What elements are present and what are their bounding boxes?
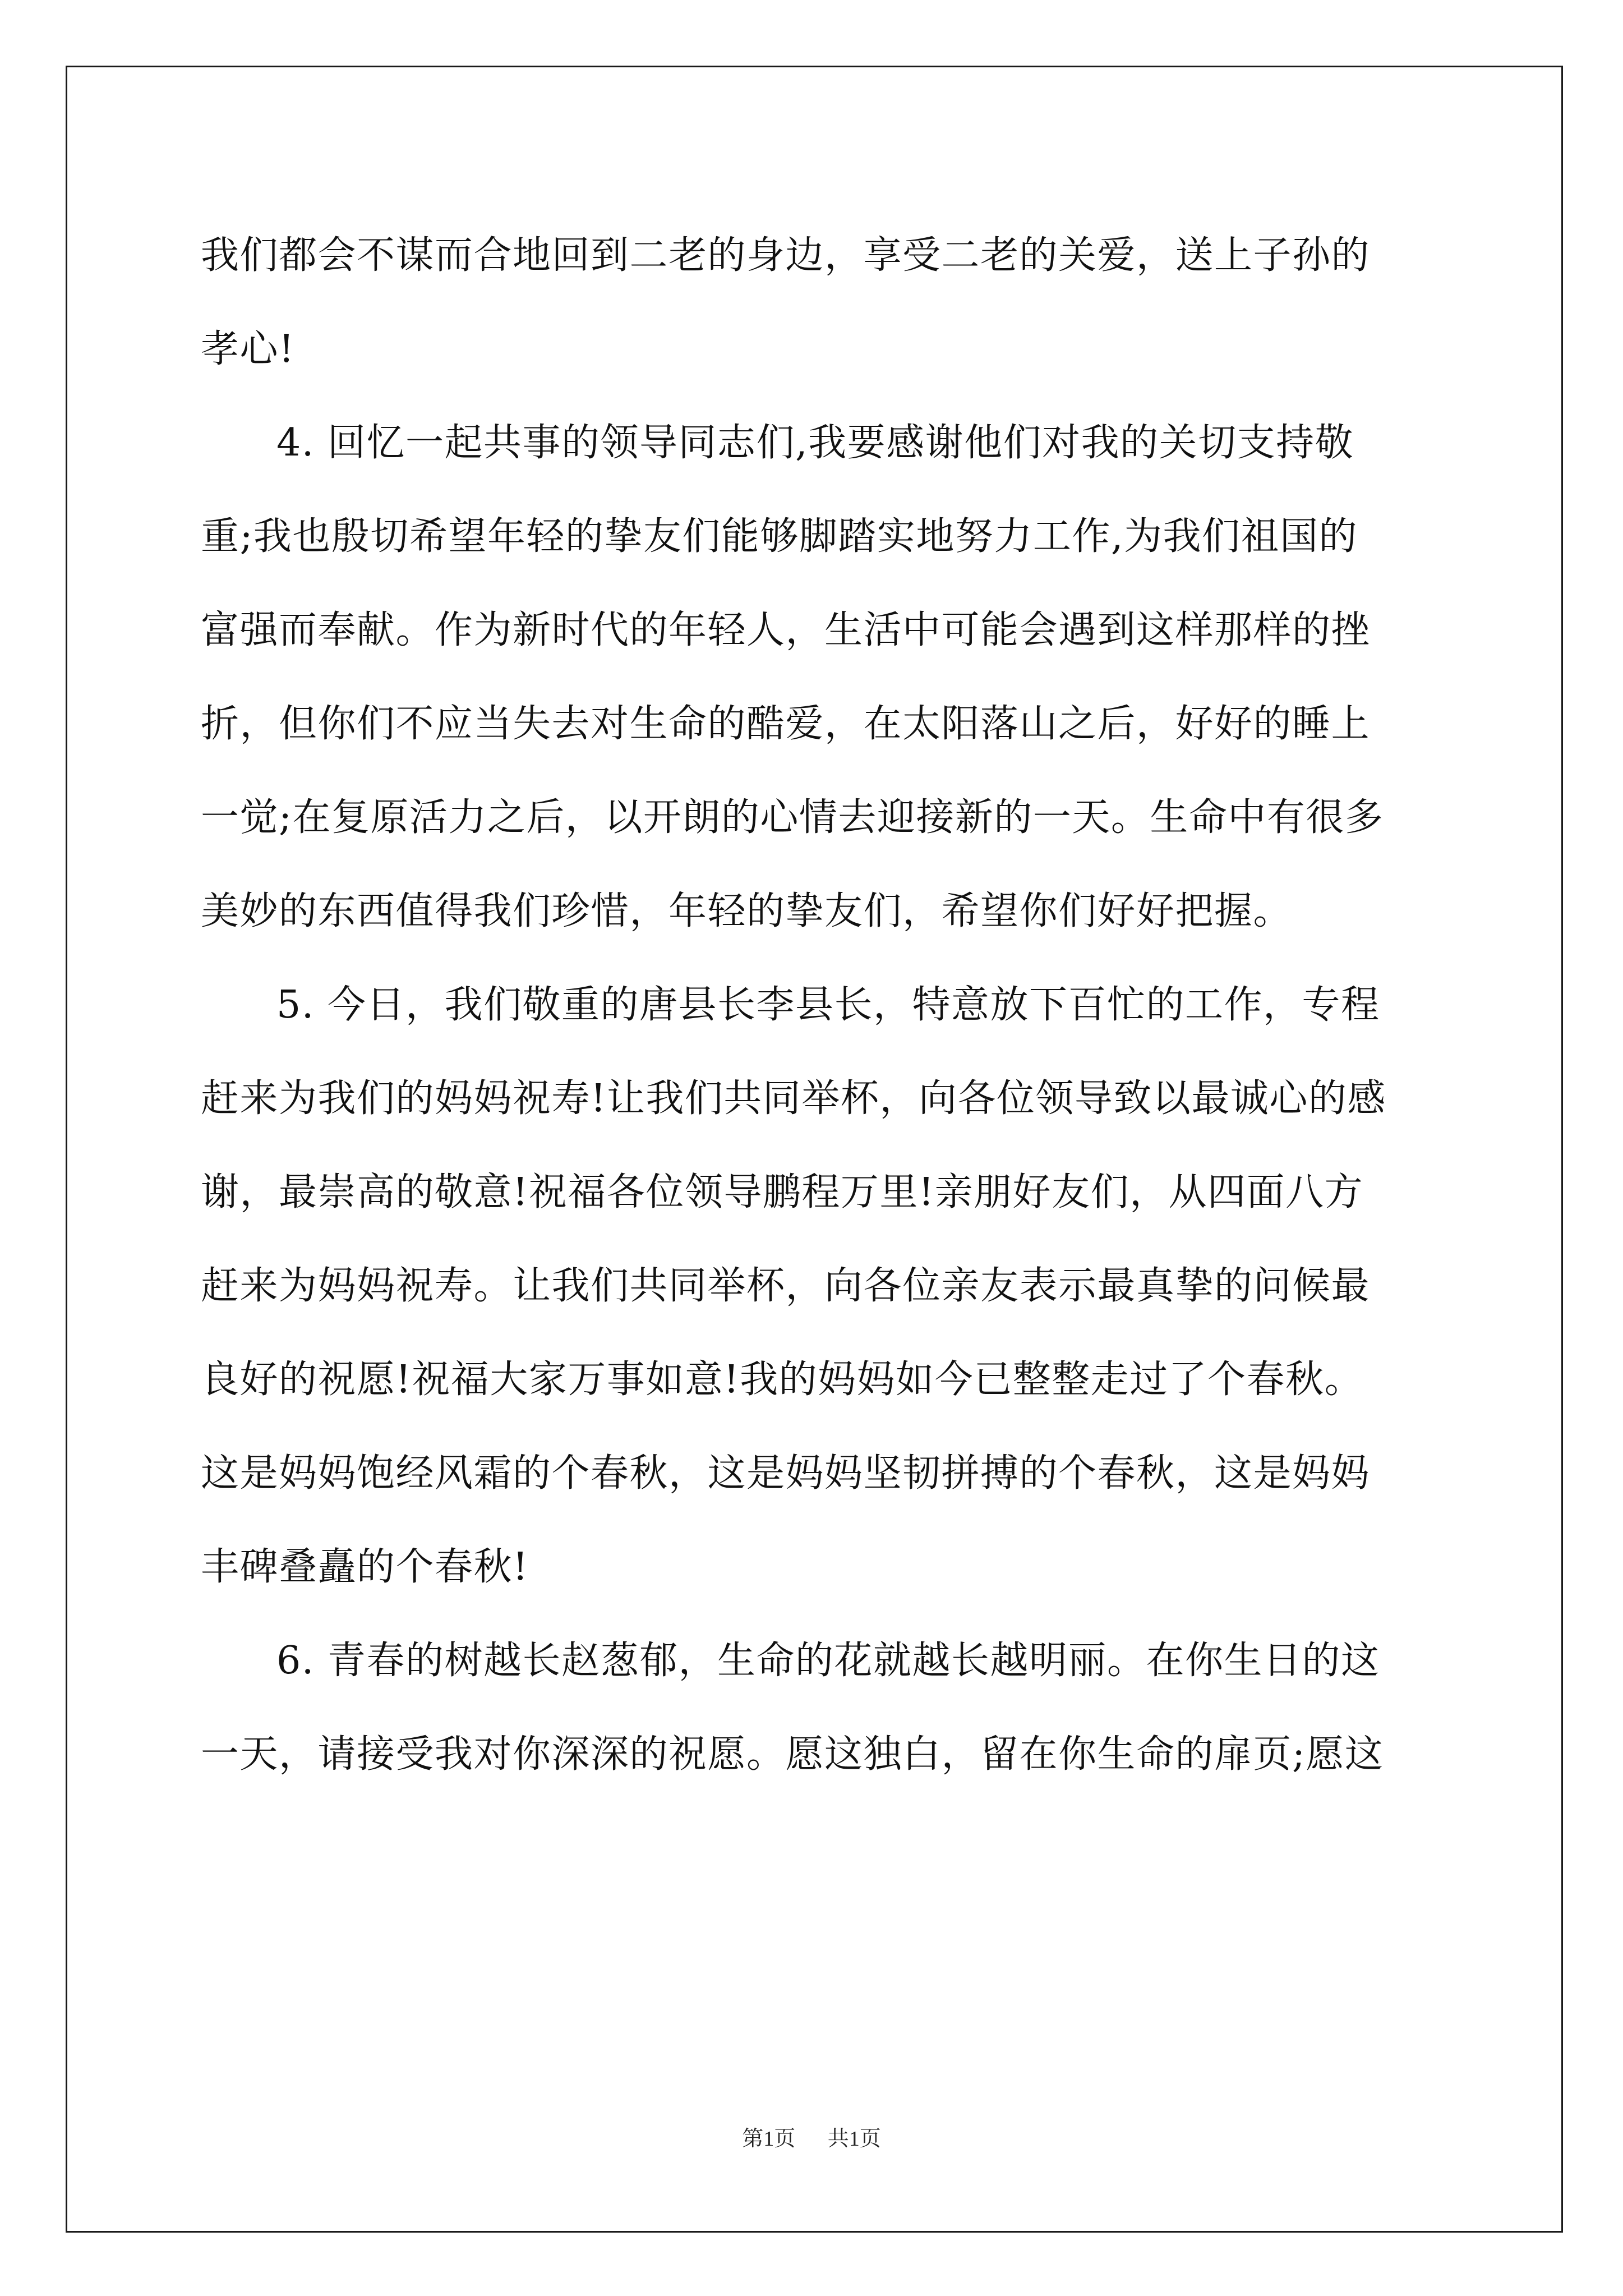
text-line-12: 赶来为妈妈祝寿。让我们共同举杯，向各位亲友表示最真挚的问候最: [201, 1264, 1371, 1308]
text-line-7: 一觉;在复原活力之后，以开朗的心情去迎接新的一天。生命中有很多: [201, 795, 1384, 840]
text-line-3: 4. 回忆一起共事的领导同志们,我要感谢他们对我的关切支持敬: [276, 421, 1354, 465]
text-line-4: 重;我也殷切希望年轻的挚友们能够脚踏实地努力工作,为我们祖国的: [201, 514, 1358, 559]
text-line-17: 一天，请接受我对你深深的祝愿。愿这独白，留在你生命的扉页;愿这: [201, 1732, 1384, 1777]
text-line-16: 6. 青春的树越长赵葱郁，生命的花就越长越明丽。在你生日的这: [276, 1639, 1380, 1683]
page-footer: [0, 2125, 1623, 2153]
text-line-6: 折，但你们不应当失去对生命的酷爱，在太阳落山之后，好好的睡上: [201, 702, 1371, 746]
text-line-9: 5. 今日，我们敬重的唐县长李县长，特意放下百忙的工作，专程: [276, 983, 1380, 1027]
text-line-15: 丰碑叠矗的个春秋!: [201, 1545, 529, 1589]
text-line-5: 富强而奉献。作为新时代的年轻人，生活中可能会遇到这样那样的挫: [201, 608, 1371, 652]
page-number-total: 共1页: [827, 2127, 881, 2151]
text-line-2: 孝心!: [201, 327, 295, 371]
document-body: [201, 209, 1429, 1801]
text-line-10: 赶来为我们的妈妈祝寿!让我们共同举杯，向各位领导致以最诚心的感: [201, 1076, 1386, 1121]
text-line-13: 良好的祝愿!祝福大家万事如意!我的妈妈如今已整整走过了个春秋。: [201, 1358, 1364, 1402]
text-line-11: 谢，最崇高的敬意!祝福各位领导鹏程万里!亲朋好友们，从四面八方: [201, 1170, 1364, 1214]
text-line-1: 我们都会不谋而合地回到二老的身边，享受二老的关爱，送上子孙的: [201, 233, 1371, 278]
page-number-current: 第1页: [742, 2127, 796, 2151]
text-line-8: 美妙的东西值得我们珍惜，年轻的挚友们，希望你们好好把握。: [201, 889, 1293, 933]
text-line-14: 这是妈妈饱经风霜的个春秋，这是妈妈坚韧拼搏的个春秋，这是妈妈: [201, 1451, 1371, 1496]
